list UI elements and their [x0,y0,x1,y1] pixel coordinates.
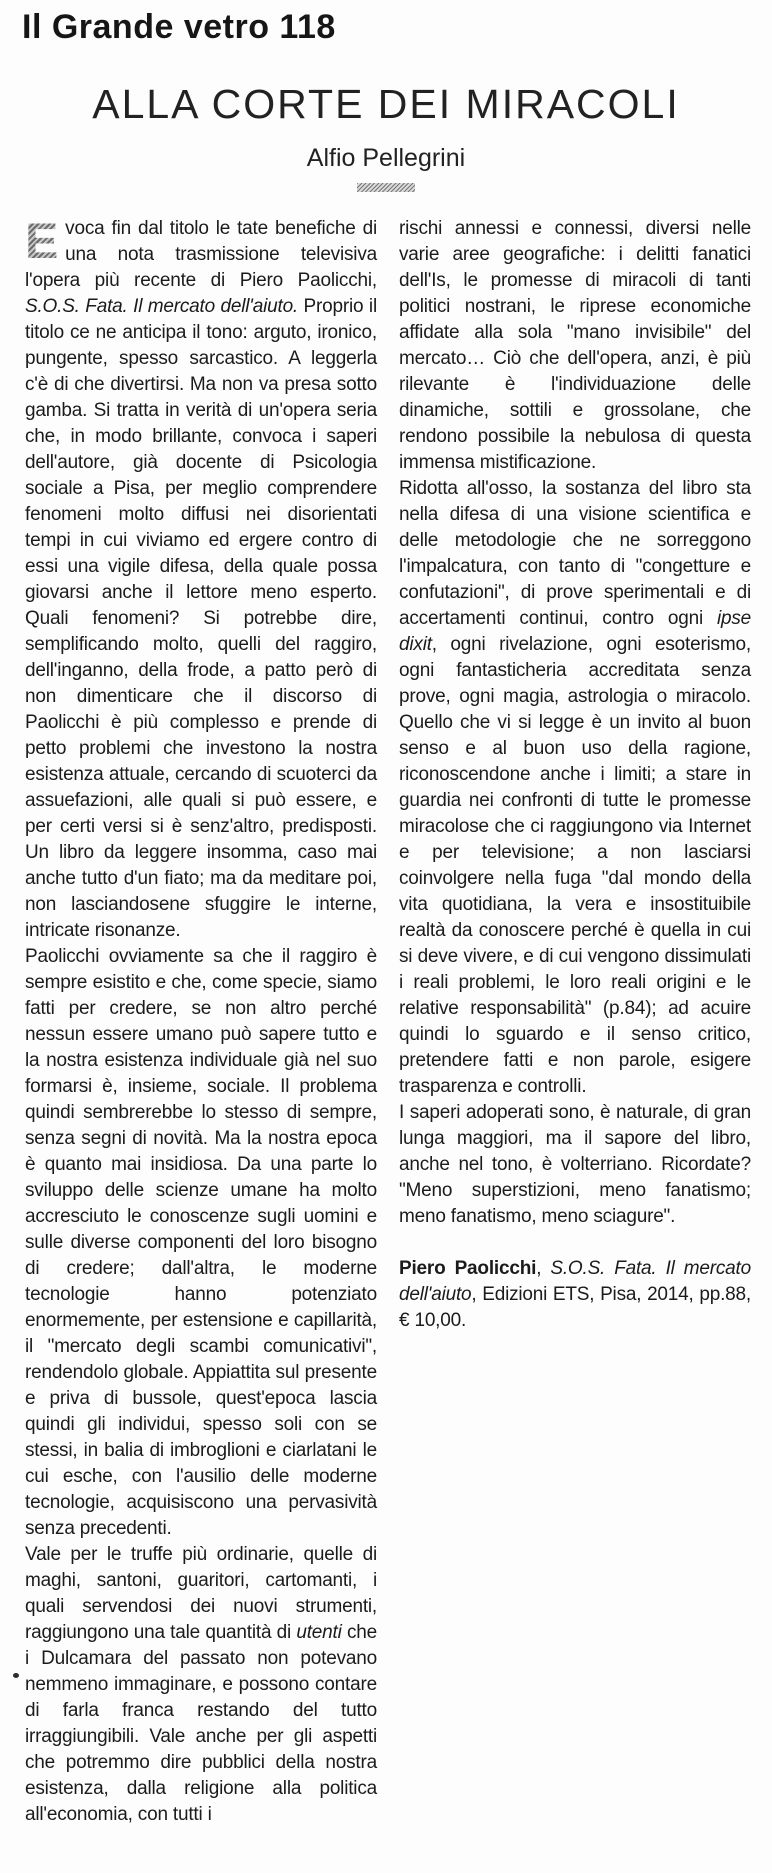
text-run: S.O.S. Fata. Il mercato dell'aiuto. [25,296,299,317]
author-name: Alfio Pellegrini [306,144,466,172]
article-paragraph [25,213,377,944]
text-run: rischi annessi e connessi, diversi nelle varie aree geografiche: i delitti fanatici dell'Is, le promesse di miracoli di tanti politici nostrani, le riprese economiche affidate alla sola "mano invisibile" del mercato… Ciò che dell'opera, anzi, è più rilevante è l'individuazione delle dinamiche, sottili e grossolane, che rendono possibile la nebulosa di questa immensa mistificazione. [399,218,751,473]
article-paragraph [399,476,751,1100]
article-paragraph [399,1100,751,1230]
article-paragraph [399,216,751,476]
text-run: , ogni rivelazione, ogni esoterismo, ogni fantasticheria accreditata senza prove, ogni magia, astrologia o miracolo. Quello che vi si legge è un invito al buon senso e al buon uso della ragione, riconoscendone anche i limiti; a stare in guardia nei confronti di tutte le promesse miracolose che ci raggiungono via Internet e per televisione; a non lasciarsi coinvolgere nella fuga "dal mondo della vita quotidiana, la vera e insostituibile realtà da conoscere perché è quella in cui si deve vivere, e di cui vengono dissimulati i reali problemi, le loro reali origini e le relative responsabilità" (p.84); ad acuire quindi lo sguardo e il senso critico, pretendere fatti e non parole, esigere trasparenza e controlli. [399,634,751,1097]
column-right [399,216,751,1828]
text-run: che i Dulcamara del passato non potevano nemmeno immaginare, e possono contare di farla franca restando del tutto irraggiungibili. Vale anche per gli aspetti che potremmo dire pubblici della nostra esistenza, dalla religione alla politica all'economia, con tutti i [25,1622,377,1825]
text-run: Paolicchi ovviamente sa che il raggiro è sempre esistito e che, come specie, siamo fatti per credere, se non altro perché nessun essere umano può sapere tutto e la nostra esistenza individuale già nel suo formarsi è, insieme, sociale. Il problema quindi sembrerebbe lo stesso di sempre, senza segni di novità. Ma la nostra epoca è quanto mai insidiosa. Da una parte lo sviluppo delle scienze umane ha molto accresciuto le conoscenze sugli uomini e sulle diverse componenti del loro bisogno di credere; dall'altra, le moderne tecnologie hanno potenziato enormemente, per estensione e capillarità, il "mercato degli scambi comunicativi", rendendolo globale. Appiattita sul presente e priva di bussole, quest'epoca lascia quindi gli individui, spesso soli con se stessi, in balia di imbroglioni e ciarlatani le cui esche, con l'ausilio delle moderne tecnologie, acquisiscono una pervasività senza precedenti. [25,946,377,1539]
column-left [25,213,377,1828]
scan-speck [13,1673,19,1678]
article-paragraph [25,1542,377,1828]
text-run: , Edizioni ETS, Pisa, 2014, pp.88, € 10,00. [399,1284,751,1331]
text-run: utenti [296,1622,342,1643]
divider-ornament [357,183,415,192]
article-title: ALLA CORTE DEI MIRACOLI [92,81,680,127]
article-columns [0,213,772,1828]
dropcap-letter: E [25,213,59,269]
text-run: Proprio il titolo ce ne anticipa il tono: arguto, ironico, pungente, spesso sarcastico. A leggerla c'è di che divertirsi. Ma non va presa sotto gamba. Si tratta in verità di un'opera seria che, in modo brillante, convoca i saperi dell'autore, già docente di Psicologia sociale a Pisa, per meglio comprendere fenomeni molto diffusi nei disorientati tempi in cui viviamo ed ergere contro di essi una vigile difesa, della quale possa giovarsi anche il lettore meno esperto. Quali fenomeni? Si potrebbe dire, semplificando molto, quelli del raggiro, dell'inganno, della frode, a patto però di non dimenticare che il discorso di Paolicchi è più complesso e prende di petto problemi che investono la nostra esistenza attuale, cercando di scuoterci da assuefazioni, alle quali si può essere, e per certi versi si è senz'altro, predisposti. Un libro da leggere insomma, caso mai anche tutto d'un fiato; ma da meditare poi, non lasciandosene sfuggire le interne, intricate risonanze. [25,296,377,941]
text-run: S.O.S. Fata. Il mercato dell'aiuto [399,1258,751,1305]
article-paragraph [25,944,377,1542]
text-run: Ridotta all'osso, la sostanza del libro sta nella difesa di una visione scientifica e delle metodologie che ne sorreggono l'impalcatura, con tanto di "congetture e confutazioni", di prove sperimentali e di accertamenti continui, contro ogni [399,478,751,629]
text-run: , [536,1258,551,1279]
text-run: Piero Paolicchi [399,1258,537,1279]
text-run: I saperi adoperati sono, è naturale, di gran lunga maggiori, ma il sapore del libro, anche nel tono, è volterriano. Ricordate? "Meno superstizioni, meno fanatismo; meno fanatismo, meno sciagure". [399,1102,751,1227]
text-run: Vale per le truffe più ordinarie, quelle di maghi, santoni, guaritori, cartomanti, i quali servendosi dei nuovi strumenti, raggiungono una tale quantità di [25,1544,377,1643]
masthead: Il Grande vetro 118 [22,8,336,46]
book-reference [399,1256,751,1334]
text-run: ipse dixit [399,608,751,655]
text-run: voca fin dal titolo le tate benefiche di una nota trasmissione televisiva l'opera più recente di Piero Paolicchi, [25,218,377,291]
